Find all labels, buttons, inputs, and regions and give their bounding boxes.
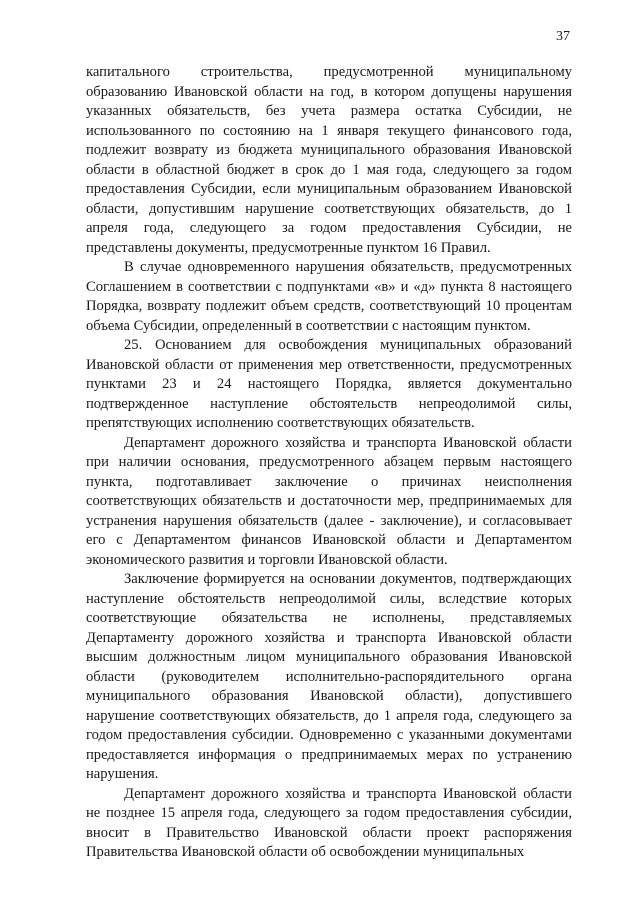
paragraph: В случае одновременного нарушения обязательств, предусмотренных Соглашением в соответствии с подпунктами «в» и «д» пункта 8 настоящего Порядка, возврату подлежит объем средств, соответствующий 10 процентам объема Субсидии, определенный в соответствии с настоящим пунктом. xyxy=(86,259,572,334)
paragraph: Заключение формируется на основании документов, подтверждающих наступление обстоятельств непреодолимой силы, вследствие которых соответствующие обязательства не исполнены, представляемых Департаменту дорожного хозяйства и транспорта Ивановской области высшим должностным лицом муниципального образования Ивановской области (руководителем исполнительно-распорядительного органа муниципального образования Ивановской области), допустившего нарушение соответствующих обязательств, до 1 апреля года, следующего за годом предоставления субсидии. Одновременно с указанными документами предоставляется информация о предпринимаемых мерах по устранению нарушения. xyxy=(86,571,572,782)
paragraph: Департамент дорожного хозяйства и транспорта Ивановской области не позднее 15 апреля года, следующего за годом предоставления субсидии, вносит в Правительство Ивановской области проект распоряжения Правительства Ивановской области об освобождении муниципальных xyxy=(86,785,572,860)
paragraph: капитального строительства, предусмотренной муниципальному образованию Ивановской области на год, в котором допущены нарушения указанных обязательств, без учета размера остатка Субсидии, не использованного по состоянию на 1 января текущего финансового года, подлежит возврату из бюджета муниципального образования Ивановской области в областной бюджет в срок до 1 мая года, следующего за годом предоставления Субсидии, если муниципальным образованием Ивановской области, допустившим нарушение соответствующих обязательств, до 1 апреля года, следующего за годом предоставления Субсидии, не представлены документы, предусмотренные пунктом 16 Правил. xyxy=(86,64,572,256)
page-number: 37 xyxy=(556,29,570,44)
body-text xyxy=(86,63,572,863)
paragraph: 25. Основанием для освобождения муниципальных образований Ивановской области от применения мер ответственности, предусмотренных пунктами 23 и 24 настоящего Порядка, является документально подтвержденное наступление обстоятельств непреодолимой силы, препятствующих исполнению соответствующих обязательств. xyxy=(86,337,572,431)
paragraph: Департамент дорожного хозяйства и транспорта Ивановской области при наличии основания, предусмотренного абзацем первым настоящего пункта, подготавливает заключение о причинах неисполнения соответствующих обязательств и достаточности мер, предпринимаемых для устранения нарушения обязательств (далее - заключение), и согласовывает его с Департаментом финансов Ивановской области и Департаментом экономического развития и торговли Ивановской области. xyxy=(86,434,572,568)
